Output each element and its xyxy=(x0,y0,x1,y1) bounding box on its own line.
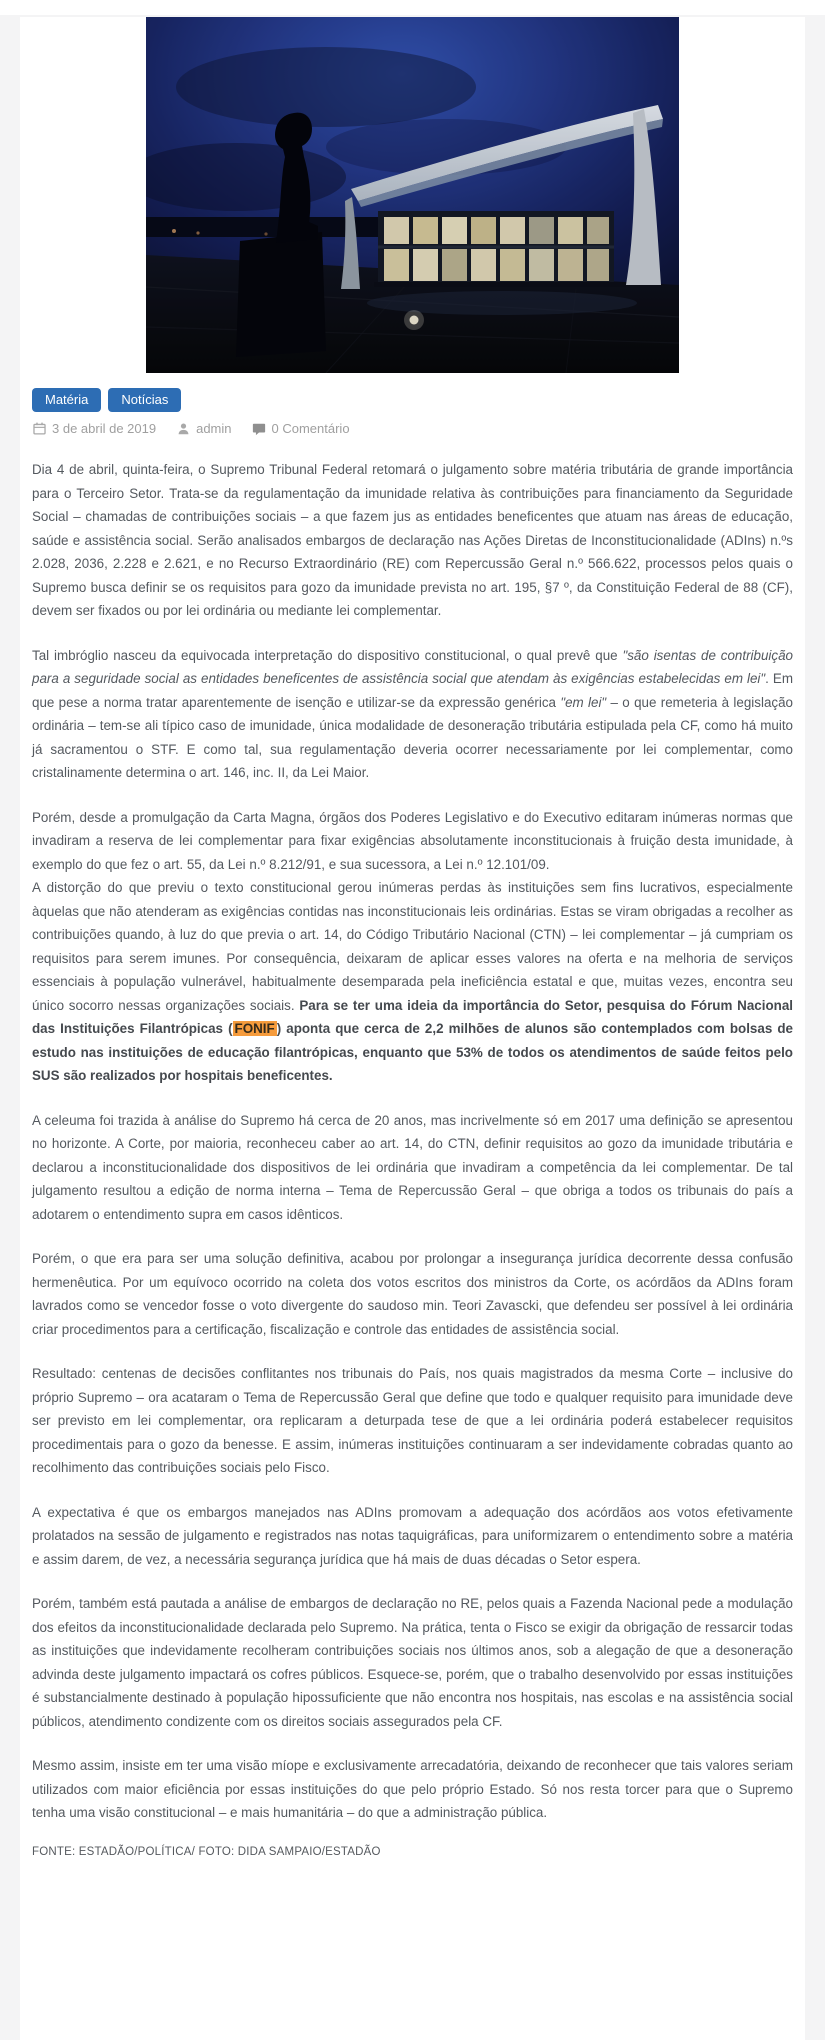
tag-list xyxy=(32,388,793,412)
article-paragraph: A expectativa é que os embargos manejados nas ADIns promovam a adequação dos acórdãos aos votos efetivamente prolatados na sessão de julgamento e registrados nas notas taquigráficas, para uniformizarem o entendimento sobre a matéria e assim darem, de vez, a necessária segurança jurídica que há mais de duas décadas o Setor espera. xyxy=(32,1504,793,1567)
article-paragraph: Mesmo assim, insiste em ter uma visão míope e exclusivamente arrecadatória, deixando de reconhecer que tais valores seriam utilizados com maior eficiência por essas instituições do que pelo próprio Estado. Só nos resta torcer para que o Supremo tenha uma visão constitucional – e mais humanitária – do que a administração pública. xyxy=(32,1758,793,1821)
article-paragraph: Porém, também está pautada a análise de embargos de declaração no RE, pelos quais a Fazenda Nacional pede a modulação dos efeitos da inconstitucionalidade declarada pelo Supremo. Na prática, tenta o Fisco se exigir da obrigação de ressarcir todas as instituições que indevidamente recolheram contribuições sociais nos últimos anos, sob a alegação de que a desoneração advinda deste julgamento impactará os cofres públicos. Esquece-se, porém, que o trabalho desenvolvido por essas instituições é substancialmente destinado à população hipossuficiente que não encontra nos hospitais, nas escolas e na assistência social públicos, atendimento condizente com os direitos sociais assegurados pela CF. xyxy=(32,1596,793,1729)
tag-noticias[interactable]: Notícias xyxy=(108,388,181,412)
article-body xyxy=(32,458,793,1825)
article-paragraph: Porém, desde a promulgação da Carta Magna, órgãos dos Poderes Legislativo e do Executivo editaram inúmeras normas que invadiram a reserva de lei complementar para fixar exigências absolutamente inconstitucionais à fruição desta imunidade, à exemplo do que fez o art. 55, da Lei n.º 8.212/91, e sua sucessora, a Lei n.º 12.101/09. xyxy=(32,809,793,872)
article-paragraph: A celeuma foi trazida à análise do Supremo há cerca de 20 anos, mas incrivelmente só em 2017 uma definição se apresentou no horizonte. A Corte, por maioria, reconheceu caber ao art. 14, do CTN, definir requisitos ao gozo da imunidade tributária e declarou a inconstitucionalidade dos dispositivos de lei ordinária que invadiram a competência da lei complementar. De tal julgamento resultou a edição de norma interna – Tema de Repercussão Geral – que obriga a todos os tribunais do país a adotarem o entendimento supra em casos idênticos. xyxy=(32,1112,793,1222)
post-date xyxy=(32,421,156,436)
user-icon xyxy=(176,422,190,436)
stf-night-scene-illustration xyxy=(146,17,679,373)
featured-image xyxy=(146,17,679,373)
calendar-icon xyxy=(32,422,46,436)
article-paragraph: A distorção do que previu o texto constitucional gerou inúmeras perdas às instituições sem fins lucrativos, especialmente àquelas que não atenderam as exigências contidas nas inconstitucionais leis ordinárias. Estas se viram obrigadas a recolher as contribuições quando, à luz do que previa o art. 14, do Código Tributário Nacional (CTN) – lei complementar – já cumpriam os requisitos para serem imunes. Por consequência, deixaram de aplicar esses valores na oferta e na melhoria de serviços essenciais à população vulnerável, habitualmente desemparada pela ineficiência estatal e que, muitas vezes, encontra seu único socorro nessas organizações sociais. Para se ter uma ideia da importância do Setor, pesquisa do Fórum Nacional das Instituições Filantrópicas ( FONIF ) aponta que cerca de 2,2 milhões de alunos são contemplados com bolsas de estudo nas instituições de educação filantrópicas, enquanto que 53% de todos os atendimentos de saúde feitos pelo SUS são realizados por hospitais beneficentes. xyxy=(32,880,793,1084)
post-author[interactable] xyxy=(176,421,231,436)
post-comments[interactable] xyxy=(252,421,350,436)
article-paragraph: Tal imbróglio nasceu da equivocada interpretação do dispositivo constitucional, o qual prevê que "são isentas de contribuição para a seguridade social as entidades beneficentes de assistência social que atendam às exigências estabelecidas em lei". Em que pese a norma tratar aparentemente de isenção e utilizar-se da expressão genérica "em lei" – o que remeteria à legislação ordinária – tem-se ali típico caso de imunidade, única modalidade de desoneração tributária estipulada pela CF, como há muito já sacramentou o STF. E como tal, sua regulamentação deveria ocorrer necessariamente por lei complementar, como cristalinamente determina o art. 146, inc. II, da Lei Maior. xyxy=(32,647,793,781)
post-date-label: 3 de abril de 2019 xyxy=(52,421,157,437)
post-author-label: admin xyxy=(196,421,232,437)
comment-icon xyxy=(252,422,266,436)
post-meta xyxy=(32,421,793,436)
top-strip xyxy=(0,0,825,15)
source-credit: FONTE: ESTADÃO/POLÍTICA/ FOTO: DIDA SAMPAIO/ESTADÃO xyxy=(32,1845,381,1858)
fonif-highlight: FONIF xyxy=(234,1021,275,1037)
tag-materia[interactable]: Matéria xyxy=(32,388,101,412)
article-paragraph: Dia 4 de abril, quinta-feira, o Supremo Tribunal Federal retomará o julgamento sobre matéria tributária de grande importância para o Terceiro Setor. Trata-se da regulamentação da imunidade relativa às contribuições para financiamento da Seguridade Social – chamadas de contribuições sociais – a que fazem jus as entidades beneficentes que atuam nas áreas de educação, saúde e assistência social. Serão analisados embargos de declaração nas Ações Diretas de Inconstitucionalidade (ADIns) n.ºs 2.028, 2036, 2.228 e 2.621, e no Recurso Extraordinário (RE) com Repercussão Geral n.º 566.622, processos pelos quais o Supremo busca definir se os requisitos para gozo da imunidade prevista no art. 195, §7 º, da Constituição Federal de 88 (CF), devem ser fixados ou por lei ordinária ou mediante lei complementar. xyxy=(32,462,793,619)
post-comments-label: 0 Comentário xyxy=(271,421,350,437)
article-paragraph: Resultado: centenas de decisões conflitantes nos tribunais do País, nos quais magistrados da mesma Corte – inclusive do próprio Supremo – ora acataram o Tema de Repercussão Geral que define que todo e qualquer requisito para imunidade deve ser previsto em lei complementar, ora replicaram a deturpada tese de que a lei ordinária poderá estabelecer requisitos procedimentais para o gozo da benesse. E assim, inúmeras instituições continuaram a ser indevidamente cobradas quanto ao recolhimento das contribuições sociais pelo Fisco. xyxy=(32,1366,793,1476)
article-paragraph: Porém, o que era para ser uma solução definitiva, acabou por prolongar a insegurança jurídica decorrente dessa confusão hermenêutica. Por um equívoco ocorrido na coleta dos votos escritos dos ministros da Corte, os acórdãos da ADIns foram lavrados como se vencedor fosse o voto divergente do saudoso min. Teori Zavascki, que defendeu ser possível à lei ordinária criar procedimentos para a certificação, fiscalização e controle das entidades de assistência social. xyxy=(32,1251,793,1337)
post-card xyxy=(20,17,805,2040)
